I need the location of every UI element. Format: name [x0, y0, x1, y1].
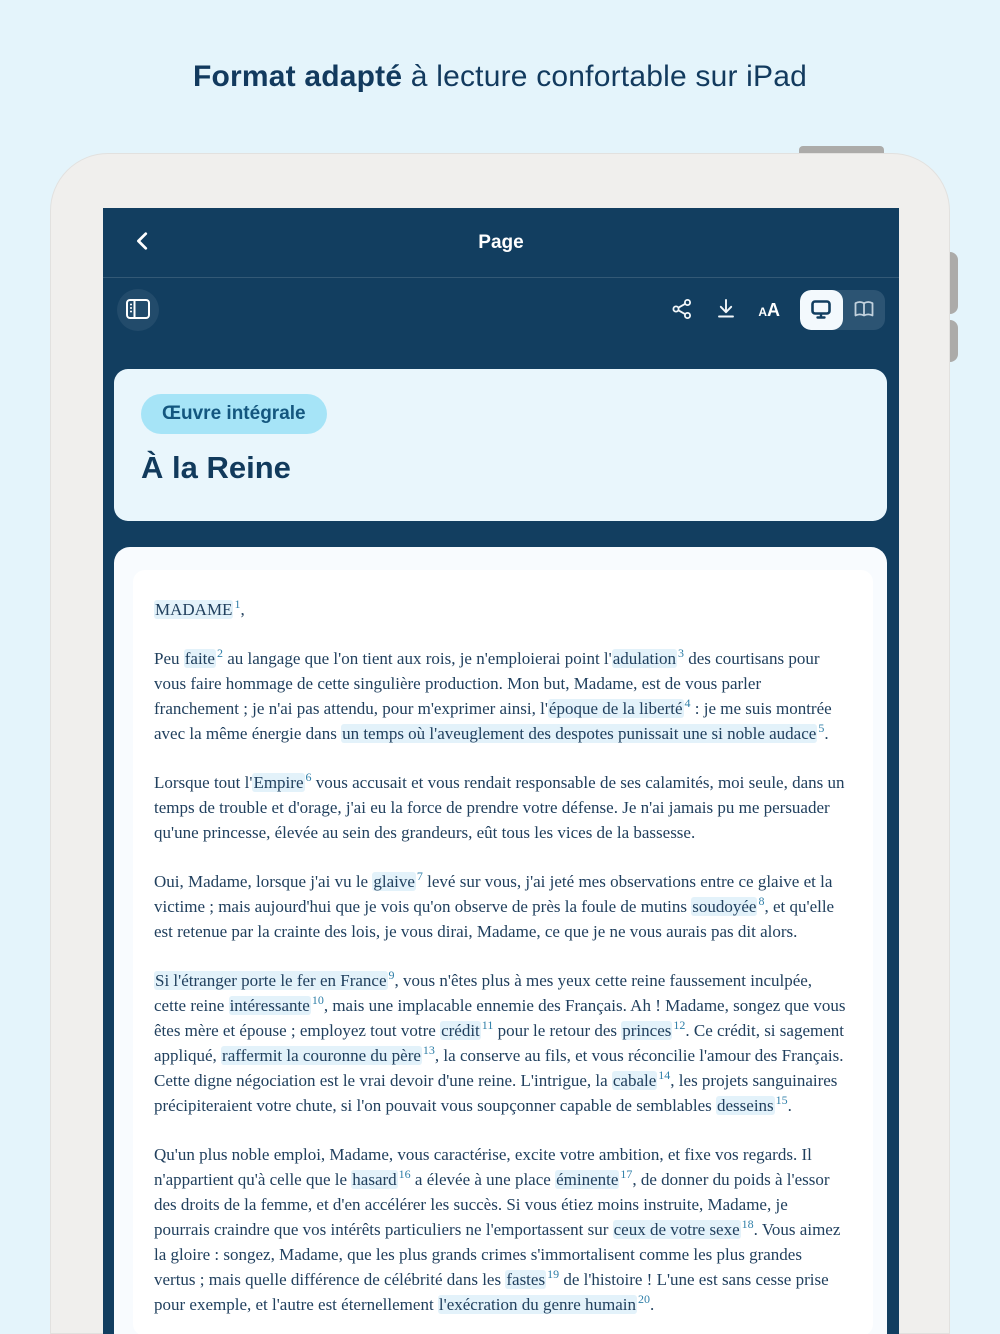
footnote-number[interactable]: 7 [416, 869, 423, 884]
view-mode-book-segment[interactable] [843, 290, 886, 330]
text-run: Oui, Madame, lorsque j'ai vu le [154, 872, 373, 891]
navigation-bar [103, 208, 899, 278]
footnote-link[interactable]: fastes [506, 1270, 546, 1289]
paragraph [154, 770, 846, 845]
footnote-number[interactable]: 17 [620, 1167, 633, 1182]
sidebar-toggle-button[interactable] [117, 289, 159, 331]
text-run: Qu'un plus noble emploi, Madame, vous caractérise, excite votre ambition, et fixe vos regards. Il n'appartient qu'à celle que le [154, 1145, 812, 1189]
footnote-number[interactable]: 3 [677, 646, 684, 661]
monitor-icon [809, 297, 833, 324]
text-run: , les projets sanguinaires précipiteraient votre chute, si l'on pouvait vous soupçonner capable de semblables [154, 1071, 838, 1115]
text-run: a élevée à une place [410, 1170, 556, 1189]
text-run: des courtisans pour vous faire hommage de cette singulière production. Mon but, Madame, est de vous parler franchement ; je n'ai pas attendu, pour m'exprimer ainsi, l' [154, 649, 820, 718]
footnote-link[interactable]: raffermit la couronne du père [222, 1046, 421, 1065]
reader-page [133, 570, 873, 1334]
footnote-number[interactable]: 11 [481, 1018, 494, 1033]
footnote-link[interactable]: glaive [373, 872, 415, 891]
document-title: À la Reine [141, 450, 291, 485]
text-run: , vous n'êtes plus à mes yeux cette reine faussement inculpée, cette reine [154, 971, 813, 1015]
download-icon [714, 297, 738, 324]
reader-body [154, 597, 846, 1317]
footnote-number[interactable]: 8 [758, 894, 765, 909]
footnote-number[interactable]: 16 [398, 1167, 411, 1182]
footnote-number[interactable]: 4 [684, 696, 691, 711]
footnote-number[interactable]: 2 [216, 646, 223, 661]
footnote-link[interactable]: cabale [612, 1071, 657, 1090]
text-run: . Ce crédit, si sagement appliqué, [154, 1021, 844, 1065]
text-run: , la conserve au fils, et vous réconcilie l'amour des Français. Cette digne négociation est le vrai devoir d'une reine. L'intrigue, la [154, 1046, 844, 1090]
text-run: , de donner du poids à l'essor des droits de la femme, et d'en accélérer les succès. Si vous étiez moins instruite, Madame, je pourrais craindre que vos intérêts particuliers ne l'emportassent sur [154, 1170, 830, 1239]
page-headline [0, 60, 1000, 94]
text-run: , [240, 600, 245, 619]
footnote-link[interactable]: Empire [253, 773, 304, 792]
headline-bold: Format adapté [192, 60, 403, 93]
paragraph [154, 869, 846, 944]
book-icon [852, 297, 876, 324]
paragraph [154, 597, 846, 622]
text-run: Lorsque tout l' [154, 773, 253, 792]
footnote-link[interactable]: Si l'étranger porte le fer en France [155, 971, 387, 990]
download-button[interactable] [714, 297, 738, 324]
paragraph [154, 968, 846, 1118]
footnote-link[interactable]: éminente [556, 1170, 619, 1189]
footnote-number[interactable]: 1 [234, 597, 241, 612]
headline-rest: à lecture confortable sur iPad [402, 60, 808, 93]
footnote-number[interactable]: 6 [305, 770, 312, 785]
footnote-link[interactable]: soudoyée [692, 897, 757, 916]
view-mode-segmented-control [800, 290, 885, 330]
text-size-button[interactable]: A A [758, 299, 780, 320]
share-button[interactable] [670, 297, 694, 324]
nav-title: Page [478, 231, 524, 253]
text-run: , et qu'elle est retenue par la crainte des lois, je vous dirai, Madame, ce que je ne vous aurais pas dit alors. [154, 897, 835, 941]
footnote-number[interactable]: 9 [388, 968, 395, 983]
text-run: Peu [154, 649, 184, 668]
text-run: de l'histoire ! L'une est sans cesse prise pour exemple, et l'autre est éternellement [154, 1270, 829, 1314]
footnote-number[interactable]: 20 [638, 1292, 650, 1307]
footnote-link[interactable]: adulation [612, 649, 676, 668]
paragraph [154, 646, 846, 746]
footnote-number[interactable]: 5 [818, 721, 825, 736]
footnote-link[interactable]: l'exécration du genre humain [438, 1295, 636, 1314]
tablet-frame [50, 153, 950, 1334]
footnote-number[interactable]: 13 [422, 1043, 435, 1058]
footnote-link[interactable]: princes [622, 1021, 672, 1040]
text-run: . [824, 724, 829, 743]
text-size-icon: A [758, 304, 767, 319]
document-header-card [114, 369, 887, 521]
footnote-number[interactable]: 10 [311, 993, 324, 1008]
text-run: : je me suis montrée avec la même énergie dans [154, 699, 832, 743]
view-mode-page-segment[interactable] [800, 290, 843, 330]
footnote-link[interactable]: un temps où l'aveuglement des despotes punissait une si noble audace [342, 724, 817, 743]
sidebar-panel-icon [125, 297, 151, 324]
footnote-number[interactable]: 19 [547, 1267, 560, 1282]
toolbar [103, 278, 899, 342]
work-type-badge: Œuvre intégrale [141, 394, 327, 434]
text-run: . [787, 1096, 792, 1115]
text-run: . Vous aimez la gloire : songez, Madame, que les plus grands crimes s'immortalisent comme les plus grandes vertus ; mais quelle différence de célébrité dans les [154, 1220, 841, 1289]
footnote-link[interactable]: desseins [717, 1096, 774, 1115]
footnote-number[interactable]: 12 [673, 1018, 686, 1033]
text-run: vous accusait et vous rendait responsable de ses calamités, moi seule, dans un temps de trouble et d'orage, j'ai eu la force de prendre votre défense. Je n'ai jamais pu me persuader qu'une princesse, élevée au sein des grandeurs, eût tous les vices de la bassesse. [154, 773, 845, 842]
footnote-link[interactable]: ceux de votre sexe [613, 1220, 740, 1239]
footnote-link[interactable]: intéressante [229, 996, 310, 1015]
footnote-number[interactable]: 14 [658, 1068, 671, 1083]
footnote-link[interactable]: hasard [352, 1170, 397, 1189]
text-run: , mais une implacable ennemie des Français. Ah ! Madame, songez que vous êtes mère et épouse ; employez tout votre [154, 996, 846, 1040]
footnote-link[interactable]: MADAME [155, 600, 233, 619]
footnote-number[interactable]: 15 [775, 1093, 788, 1108]
footnote-link[interactable]: faite [184, 649, 215, 668]
text-run: levé sur vous, j'ai jeté mes observations entre ce glaive et la victime ; mais aujourd'hui que je vois qu'on observe de près la foule de mutins [154, 872, 833, 916]
paragraph [154, 1142, 846, 1317]
tablet-screen [103, 208, 899, 1334]
text-run: au langage que l'on tient aux rois, je n'emploierai point l' [222, 649, 612, 668]
text-run: pour le retour des [493, 1021, 622, 1040]
toolbar-right-group [670, 290, 885, 330]
text-run: . [650, 1295, 655, 1314]
footnote-link[interactable]: époque de la liberté [548, 699, 683, 718]
reader-card [114, 547, 887, 1334]
share-icon [670, 297, 694, 324]
footnote-number[interactable]: 18 [741, 1217, 754, 1232]
footnote-link[interactable]: crédit [441, 1021, 480, 1040]
